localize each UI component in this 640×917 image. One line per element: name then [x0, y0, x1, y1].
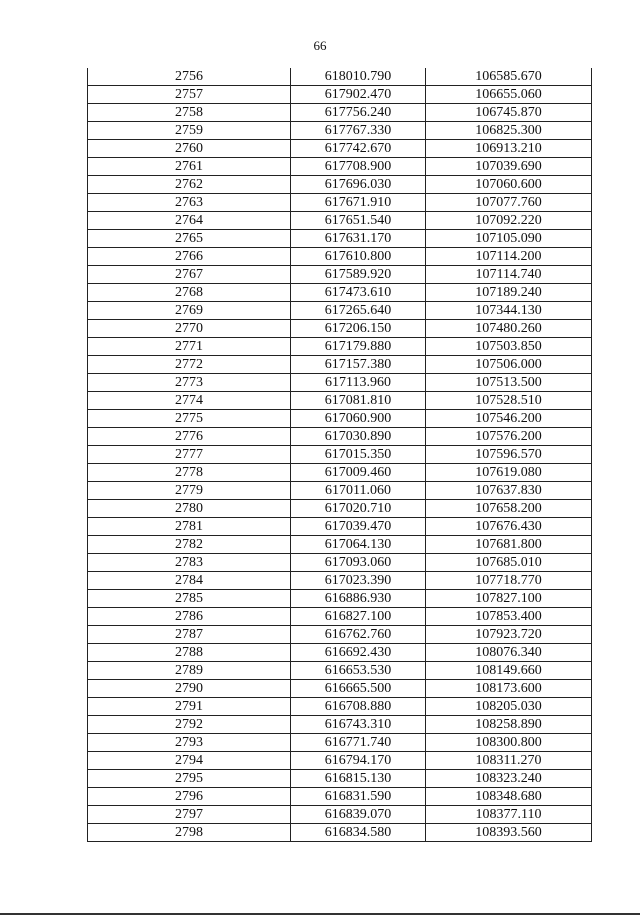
table-row	[88, 716, 592, 734]
table-row	[88, 212, 592, 230]
x-coordinate-cell: 617708.900	[291, 158, 426, 176]
table-row	[88, 824, 592, 842]
table-row	[88, 482, 592, 500]
x-coordinate-cell: 616771.740	[291, 734, 426, 752]
y-coordinate-cell: 108173.600	[426, 680, 592, 698]
y-coordinate-cell: 107077.760	[426, 194, 592, 212]
table-row	[88, 752, 592, 770]
point-number-cell: 2770	[88, 320, 291, 338]
y-coordinate-cell: 107853.400	[426, 608, 592, 626]
bottom-edge-line	[0, 913, 640, 915]
y-coordinate-cell: 108393.560	[426, 824, 592, 842]
point-number-cell: 2793	[88, 734, 291, 752]
x-coordinate-cell: 616708.880	[291, 698, 426, 716]
point-number-cell: 2788	[88, 644, 291, 662]
x-coordinate-cell: 617030.890	[291, 428, 426, 446]
y-coordinate-cell: 107546.200	[426, 410, 592, 428]
x-coordinate-cell: 617671.910	[291, 194, 426, 212]
point-number-cell: 2791	[88, 698, 291, 716]
point-number-cell: 2757	[88, 86, 291, 104]
x-coordinate-cell: 617064.130	[291, 536, 426, 554]
y-coordinate-cell: 107506.000	[426, 356, 592, 374]
point-number-cell: 2779	[88, 482, 291, 500]
point-number-cell: 2798	[88, 824, 291, 842]
table-row	[88, 734, 592, 752]
table-row	[88, 140, 592, 158]
point-number-cell: 2792	[88, 716, 291, 734]
table-row	[88, 230, 592, 248]
x-coordinate-cell: 617093.060	[291, 554, 426, 572]
table-row	[88, 500, 592, 518]
table-row	[88, 176, 592, 194]
y-coordinate-cell: 106585.670	[426, 68, 592, 86]
x-coordinate-cell: 617206.150	[291, 320, 426, 338]
table-row	[88, 806, 592, 824]
point-number-cell: 2796	[88, 788, 291, 806]
y-coordinate-cell: 107503.850	[426, 338, 592, 356]
table-row	[88, 698, 592, 716]
y-coordinate-cell: 108258.890	[426, 716, 592, 734]
point-number-cell: 2767	[88, 266, 291, 284]
table-row	[88, 680, 592, 698]
x-coordinate-cell: 616834.580	[291, 824, 426, 842]
point-number-cell: 2760	[88, 140, 291, 158]
table-row	[88, 626, 592, 644]
point-number-cell: 2756	[88, 68, 291, 86]
x-coordinate-cell: 617023.390	[291, 572, 426, 590]
point-number-cell: 2774	[88, 392, 291, 410]
table-row	[88, 410, 592, 428]
y-coordinate-cell: 107039.690	[426, 158, 592, 176]
point-number-cell: 2769	[88, 302, 291, 320]
table-row	[88, 68, 592, 86]
x-coordinate-cell: 616762.760	[291, 626, 426, 644]
table-row	[88, 104, 592, 122]
point-number-cell: 2794	[88, 752, 291, 770]
x-coordinate-cell: 616692.430	[291, 644, 426, 662]
table-row	[88, 464, 592, 482]
point-number-cell: 2790	[88, 680, 291, 698]
point-number-cell: 2781	[88, 518, 291, 536]
y-coordinate-cell: 107596.570	[426, 446, 592, 464]
table-row	[88, 590, 592, 608]
x-coordinate-cell: 616827.100	[291, 608, 426, 626]
point-number-cell: 2795	[88, 770, 291, 788]
x-coordinate-cell: 617020.710	[291, 500, 426, 518]
table-row	[88, 428, 592, 446]
y-coordinate-cell: 107637.830	[426, 482, 592, 500]
y-coordinate-cell: 108149.660	[426, 662, 592, 680]
table-row	[88, 446, 592, 464]
y-coordinate-cell: 107092.220	[426, 212, 592, 230]
page-number: 66	[313, 38, 327, 53]
point-number-cell: 2787	[88, 626, 291, 644]
x-coordinate-cell: 616743.310	[291, 716, 426, 734]
point-number-cell: 2772	[88, 356, 291, 374]
point-number-cell: 2797	[88, 806, 291, 824]
table-row	[88, 554, 592, 572]
table-body	[88, 68, 592, 842]
x-coordinate-cell: 618010.790	[291, 68, 426, 86]
x-coordinate-cell: 617039.470	[291, 518, 426, 536]
x-coordinate-cell: 617009.460	[291, 464, 426, 482]
point-number-cell: 2768	[88, 284, 291, 302]
table-row	[88, 518, 592, 536]
table-row	[88, 194, 592, 212]
point-number-cell: 2762	[88, 176, 291, 194]
x-coordinate-cell: 617473.610	[291, 284, 426, 302]
x-coordinate-cell: 617651.540	[291, 212, 426, 230]
point-number-cell: 2783	[88, 554, 291, 572]
x-coordinate-cell: 617696.030	[291, 176, 426, 194]
y-coordinate-cell: 107681.800	[426, 536, 592, 554]
point-number-cell: 2759	[88, 122, 291, 140]
point-number-cell: 2782	[88, 536, 291, 554]
table-row	[88, 266, 592, 284]
x-coordinate-cell: 616653.530	[291, 662, 426, 680]
x-coordinate-cell: 617081.810	[291, 392, 426, 410]
y-coordinate-cell: 107114.740	[426, 266, 592, 284]
x-coordinate-cell: 617631.170	[291, 230, 426, 248]
y-coordinate-cell: 106745.870	[426, 104, 592, 122]
x-coordinate-cell: 616839.070	[291, 806, 426, 824]
y-coordinate-cell: 107105.090	[426, 230, 592, 248]
table-row	[88, 86, 592, 104]
point-number-cell: 2775	[88, 410, 291, 428]
y-coordinate-cell: 107344.130	[426, 302, 592, 320]
table-row	[88, 644, 592, 662]
table-row	[88, 122, 592, 140]
x-coordinate-cell: 617756.240	[291, 104, 426, 122]
x-coordinate-cell: 617265.640	[291, 302, 426, 320]
table-row	[88, 392, 592, 410]
y-coordinate-cell: 107528.510	[426, 392, 592, 410]
point-number-cell: 2785	[88, 590, 291, 608]
x-coordinate-cell: 616886.930	[291, 590, 426, 608]
point-number-cell: 2766	[88, 248, 291, 266]
point-number-cell: 2789	[88, 662, 291, 680]
point-number-cell: 2784	[88, 572, 291, 590]
y-coordinate-cell: 107827.100	[426, 590, 592, 608]
x-coordinate-cell: 617589.920	[291, 266, 426, 284]
y-coordinate-cell: 107513.500	[426, 374, 592, 392]
x-coordinate-cell: 617060.900	[291, 410, 426, 428]
y-coordinate-cell: 108311.270	[426, 752, 592, 770]
y-coordinate-cell: 108076.340	[426, 644, 592, 662]
point-number-cell: 2758	[88, 104, 291, 122]
x-coordinate-cell: 617902.470	[291, 86, 426, 104]
point-number-cell: 2763	[88, 194, 291, 212]
y-coordinate-cell: 107619.080	[426, 464, 592, 482]
x-coordinate-cell: 617011.060	[291, 482, 426, 500]
point-number-cell: 2777	[88, 446, 291, 464]
y-coordinate-cell: 107685.010	[426, 554, 592, 572]
y-coordinate-cell: 108300.800	[426, 734, 592, 752]
table-row	[88, 248, 592, 266]
x-coordinate-cell: 617113.960	[291, 374, 426, 392]
table-row	[88, 356, 592, 374]
point-number-cell: 2780	[88, 500, 291, 518]
point-number-cell: 2761	[88, 158, 291, 176]
point-number-cell: 2765	[88, 230, 291, 248]
y-coordinate-cell: 107480.260	[426, 320, 592, 338]
table-row	[88, 770, 592, 788]
y-coordinate-cell: 108377.110	[426, 806, 592, 824]
y-coordinate-cell: 106655.060	[426, 86, 592, 104]
table-row	[88, 536, 592, 554]
table-row	[88, 374, 592, 392]
point-number-cell: 2771	[88, 338, 291, 356]
x-coordinate-cell: 617767.330	[291, 122, 426, 140]
x-coordinate-cell: 617742.670	[291, 140, 426, 158]
x-coordinate-cell: 616831.590	[291, 788, 426, 806]
y-coordinate-cell: 107576.200	[426, 428, 592, 446]
table-row	[88, 320, 592, 338]
table-row	[88, 572, 592, 590]
point-number-cell: 2778	[88, 464, 291, 482]
y-coordinate-cell: 107114.200	[426, 248, 592, 266]
y-coordinate-cell: 107658.200	[426, 500, 592, 518]
x-coordinate-cell: 617157.380	[291, 356, 426, 374]
y-coordinate-cell: 108323.240	[426, 770, 592, 788]
x-coordinate-cell: 617610.800	[291, 248, 426, 266]
x-coordinate-cell: 617015.350	[291, 446, 426, 464]
table-row	[88, 284, 592, 302]
x-coordinate-cell: 616665.500	[291, 680, 426, 698]
y-coordinate-cell: 107923.720	[426, 626, 592, 644]
coordinate-table	[87, 68, 592, 842]
table-row	[88, 302, 592, 320]
x-coordinate-cell: 617179.880	[291, 338, 426, 356]
point-number-cell: 2764	[88, 212, 291, 230]
y-coordinate-cell: 106825.300	[426, 122, 592, 140]
y-coordinate-cell: 107676.430	[426, 518, 592, 536]
table-row	[88, 608, 592, 626]
y-coordinate-cell: 107718.770	[426, 572, 592, 590]
x-coordinate-cell: 616794.170	[291, 752, 426, 770]
table-row	[88, 338, 592, 356]
y-coordinate-cell: 108205.030	[426, 698, 592, 716]
table-row	[88, 788, 592, 806]
point-number-cell: 2786	[88, 608, 291, 626]
table-row	[88, 662, 592, 680]
x-coordinate-cell: 616815.130	[291, 770, 426, 788]
y-coordinate-cell: 108348.680	[426, 788, 592, 806]
y-coordinate-cell: 106913.210	[426, 140, 592, 158]
y-coordinate-cell: 107060.600	[426, 176, 592, 194]
point-number-cell: 2776	[88, 428, 291, 446]
table-row	[88, 158, 592, 176]
y-coordinate-cell: 107189.240	[426, 284, 592, 302]
point-number-cell: 2773	[88, 374, 291, 392]
